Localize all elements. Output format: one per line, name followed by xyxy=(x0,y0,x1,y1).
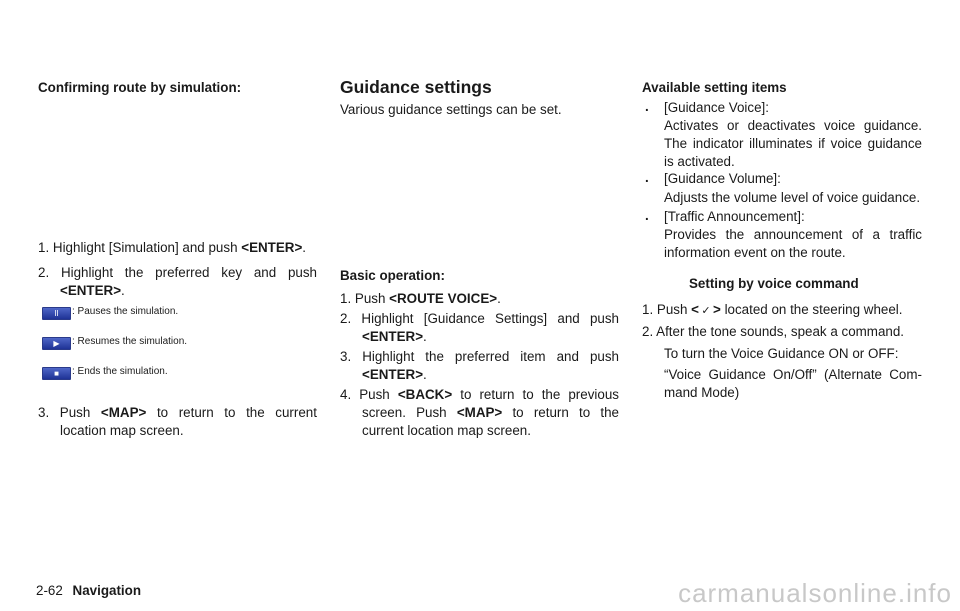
step-text: screen. Push xyxy=(362,405,447,420)
step-text: Highlight the preferred key and push xyxy=(60,265,317,280)
step-text: Push xyxy=(354,291,386,306)
key-label: < xyxy=(691,302,699,317)
bullet-icon: . xyxy=(645,99,649,114)
intro-text: Various guidance settings can be set. xyxy=(340,102,562,117)
subsection-heading: Available setting items xyxy=(642,80,787,95)
step-number: 2. xyxy=(642,324,654,339)
icon-description: : Resumes the simulation. xyxy=(72,336,188,347)
bullet-icon: . xyxy=(645,170,649,185)
step-text: to return to the xyxy=(512,405,619,420)
list-item-continuation xyxy=(362,328,427,346)
page-title: Guidance settings xyxy=(340,77,492,97)
list-item-continuation: location map screen. xyxy=(60,423,184,438)
key-label: <MAP> xyxy=(100,405,147,420)
list-item-continuation xyxy=(362,404,619,422)
key-label: <ROUTE VOICE> xyxy=(389,291,498,306)
step-text: Highlight [Guidance Settings] and push xyxy=(361,311,619,326)
list-item xyxy=(38,239,306,257)
step-text: After the tone sounds, speak a command. xyxy=(656,324,905,339)
punct: . xyxy=(423,329,427,344)
item-description: Adjusts the volume level of voice guidance. xyxy=(664,190,921,205)
step-text: located on the steering wheel. xyxy=(724,302,903,317)
list-item xyxy=(340,310,619,328)
punct: . xyxy=(423,367,427,382)
key-label: <MAP> xyxy=(456,405,503,420)
subsection-heading: Setting by voice command xyxy=(689,276,859,291)
list-item-continuation: current location map screen. xyxy=(362,423,531,438)
step-text: Highlight [Simulation] and push xyxy=(52,240,238,255)
step-number: 3. xyxy=(340,349,352,364)
list-item xyxy=(642,323,904,341)
bullet-icon: . xyxy=(645,208,649,223)
key-label: <ENTER> xyxy=(362,367,424,382)
sub-text: To turn the Voice Guidance ON or OFF: xyxy=(664,346,899,361)
key-label: <BACK> xyxy=(397,387,453,402)
item-description: Activates or deactivates voice guidance. The indicator illuminates if voice guidance is activated. xyxy=(664,118,922,169)
item-description: Provides the announcement of a traffic information event on the route. xyxy=(664,227,922,260)
step-number: 1. xyxy=(642,302,654,317)
key-label: <ENTER> xyxy=(241,240,303,255)
step-number: 3. xyxy=(38,405,50,420)
talk-icon: ✓ xyxy=(701,305,711,317)
play-icon: ▶ xyxy=(42,337,71,350)
step-number: 2. xyxy=(340,311,352,326)
punct: . xyxy=(302,240,307,255)
step-number: 2. xyxy=(38,265,50,280)
step-text: Push xyxy=(59,405,91,420)
step-number: 4. xyxy=(340,387,352,402)
step-text: to return to the current xyxy=(156,405,317,420)
punct: . xyxy=(121,283,125,298)
list-item xyxy=(340,386,619,404)
icon-description: : Ends the simulation. xyxy=(72,366,168,377)
page-number: 2-62 xyxy=(36,583,63,598)
list-item xyxy=(642,301,902,320)
icon-description: : Pauses the simulation. xyxy=(72,306,179,317)
key-label: <ENTER> xyxy=(60,283,122,298)
list-item-continuation xyxy=(60,282,125,300)
list-item xyxy=(340,290,501,308)
item-title: [Guidance Volume]: xyxy=(664,171,781,186)
list-item xyxy=(340,348,619,366)
punct: . xyxy=(497,291,501,306)
item-title: [Guidance Voice]: xyxy=(664,100,769,115)
step-number: 1. xyxy=(38,240,50,255)
page-footer xyxy=(36,583,141,598)
list-item xyxy=(38,404,317,422)
subsection-heading: Basic operation: xyxy=(340,268,445,283)
section-heading-simulation: Confirming route by simulation: xyxy=(38,80,242,95)
section-name: Navigation xyxy=(72,583,141,598)
item-title: [Traffic Announcement]: xyxy=(664,209,805,224)
step-text: Push xyxy=(359,387,390,402)
key-label: > xyxy=(713,302,721,317)
step-number: 1. xyxy=(340,291,352,306)
stop-icon: ■ xyxy=(42,367,71,380)
sub-text: “Voice Guidance On/Off” (Alternate Com- mand Mode) xyxy=(664,367,922,400)
step-text: Highlight the preferred item and push xyxy=(362,349,619,364)
list-item xyxy=(38,264,317,282)
key-label: <ENTER> xyxy=(362,329,424,344)
watermark: carmanualsonline.info xyxy=(678,578,952,608)
pause-icon: II xyxy=(42,307,71,320)
step-text: to return to the previous xyxy=(460,387,619,402)
list-item-continuation xyxy=(362,366,427,384)
step-text: Push xyxy=(656,302,688,317)
